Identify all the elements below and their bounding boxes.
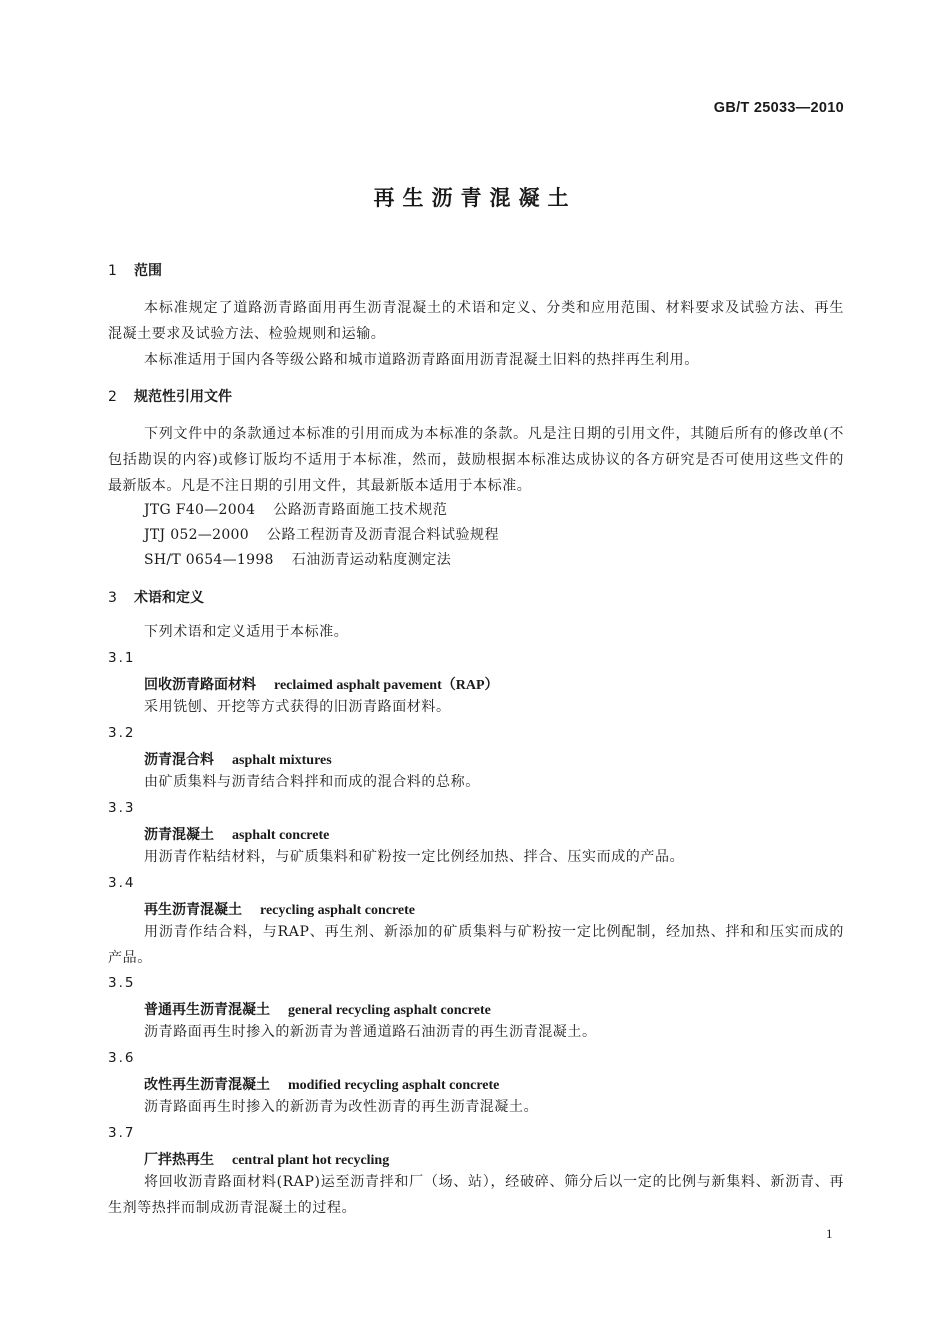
term-name xyxy=(144,824,329,844)
term-name-zh: 普通再生沥青混凝土 xyxy=(144,1002,270,1018)
term-number: 3.3 xyxy=(108,800,136,816)
reference-item xyxy=(144,549,451,569)
term-number: 3.6 xyxy=(108,1050,136,1066)
term-name-en: asphalt mixtures xyxy=(232,753,332,768)
section-number: 1 xyxy=(108,263,117,279)
reference-code: JTG F40—2004 xyxy=(144,502,256,518)
reference-title: 公路沥青路面施工技术规范 xyxy=(273,502,448,518)
term-name xyxy=(144,749,332,769)
term-name-zh: 沥青混凝土 xyxy=(144,827,214,843)
paragraph: 本标准适用于国内各等级公路和城市道路沥青路面用沥青混凝土旧料的热拌再生利用。 xyxy=(144,352,699,368)
term-number: 3.1 xyxy=(108,650,136,666)
term-name-en: modified recycling asphalt concrete xyxy=(288,1078,500,1093)
reference-item xyxy=(144,499,447,519)
section-title: 规范性引用文件 xyxy=(134,389,232,405)
document-title: 再生沥青混凝土 xyxy=(373,186,577,210)
reference-title: 公路工程沥青及沥青混合料试验规程 xyxy=(266,527,499,543)
section-heading-normative-references xyxy=(108,386,232,406)
term-definition: 采用铣刨、开挖等方式获得的旧沥青路面材料。 xyxy=(144,699,451,715)
term-name-zh: 回收沥青路面材料 xyxy=(144,677,256,693)
section-heading-scope xyxy=(108,260,162,280)
term-name-en: recycling asphalt concrete xyxy=(260,903,416,918)
term-definition: 用沥青作粘结材料，与矿质集料和矿粉按一定比例经加热、拌合、压实而成的产品。 xyxy=(144,849,685,865)
term-definition: 将回收沥青路面材料(RAP)运至沥青拌和厂（场、站），经破碎、筛分后以一定的比例与新集料、新沥青、再生剂等热拌而制成沥青混凝土的过程。 xyxy=(108,1174,844,1216)
term-number: 3.4 xyxy=(108,875,136,891)
term-name-zh: 厂拌热再生 xyxy=(144,1152,214,1168)
term-name-en: central plant hot recycling xyxy=(232,1153,390,1168)
reference-title: 石油沥青运动粘度测定法 xyxy=(291,552,452,568)
term-name xyxy=(144,674,499,694)
term-name xyxy=(144,1149,389,1169)
reference-code: SH/T 0654—1998 xyxy=(144,552,274,568)
term-name-en: general recycling asphalt concrete xyxy=(288,1003,491,1018)
paragraph: 下列文件中的条款通过本标准的引用而成为本标准的条款。凡是注日期的引用文件，其随后所有的修改单(不包括勘误的内容)或修订版均不适用于本标准，然而，鼓励根据本标准达成协议的各方研究是否可使用这些文件的最新版本。凡是不注日期的引用文件，其最新版本适用于本标准。 xyxy=(108,426,844,494)
term-definition: 由矿质集料与沥青结合料拌和而成的混合料的总称。 xyxy=(144,774,480,790)
term-name xyxy=(144,899,415,919)
section-title: 范围 xyxy=(134,263,162,279)
term-name-en: asphalt concrete xyxy=(232,828,330,843)
term-name xyxy=(144,1074,499,1094)
reference-code: JTJ 052—2000 xyxy=(144,527,249,543)
term-definition: 用沥青作结合料，与RAP、再生剂、新添加的矿质集料与矿粉按一定比例配制，经加热、拌和和压实而成的产品。 xyxy=(108,924,844,966)
term-name-zh: 改性再生沥青混凝土 xyxy=(144,1077,270,1093)
term-name-zh: 再生沥青混凝土 xyxy=(144,902,242,918)
term-number: 3.5 xyxy=(108,975,136,991)
reference-item xyxy=(144,524,499,544)
section-heading-terms-definitions xyxy=(108,587,204,607)
standard-code: GB/T 25033—2010 xyxy=(713,100,844,116)
paragraph: 本标准规定了道路沥青路面用再生沥青混凝土的术语和定义、分类和应用范围、材料要求及试验方法、再生混凝土要求及试验方法、检验规则和运输。 xyxy=(108,300,844,342)
page-number: 1 xyxy=(826,1226,833,1241)
term-name xyxy=(144,999,491,1019)
term-number: 3.7 xyxy=(108,1125,136,1141)
section-number: 3 xyxy=(108,590,117,606)
term-number: 3.2 xyxy=(108,725,136,741)
section-number: 2 xyxy=(108,389,117,405)
term-definition: 沥青路面再生时掺入的新沥青为改性沥青的再生沥青混凝土。 xyxy=(144,1099,539,1115)
paragraph: 下列术语和定义适用于本标准。 xyxy=(144,624,349,640)
term-name-zh: 沥青混合料 xyxy=(144,752,214,768)
term-definition: 沥青路面再生时掺入的新沥青为普通道路石油沥青的再生沥青混凝土。 xyxy=(144,1024,597,1040)
section-title: 术语和定义 xyxy=(134,590,204,606)
term-name-en: reclaimed asphalt pavement（RAP） xyxy=(274,678,499,693)
